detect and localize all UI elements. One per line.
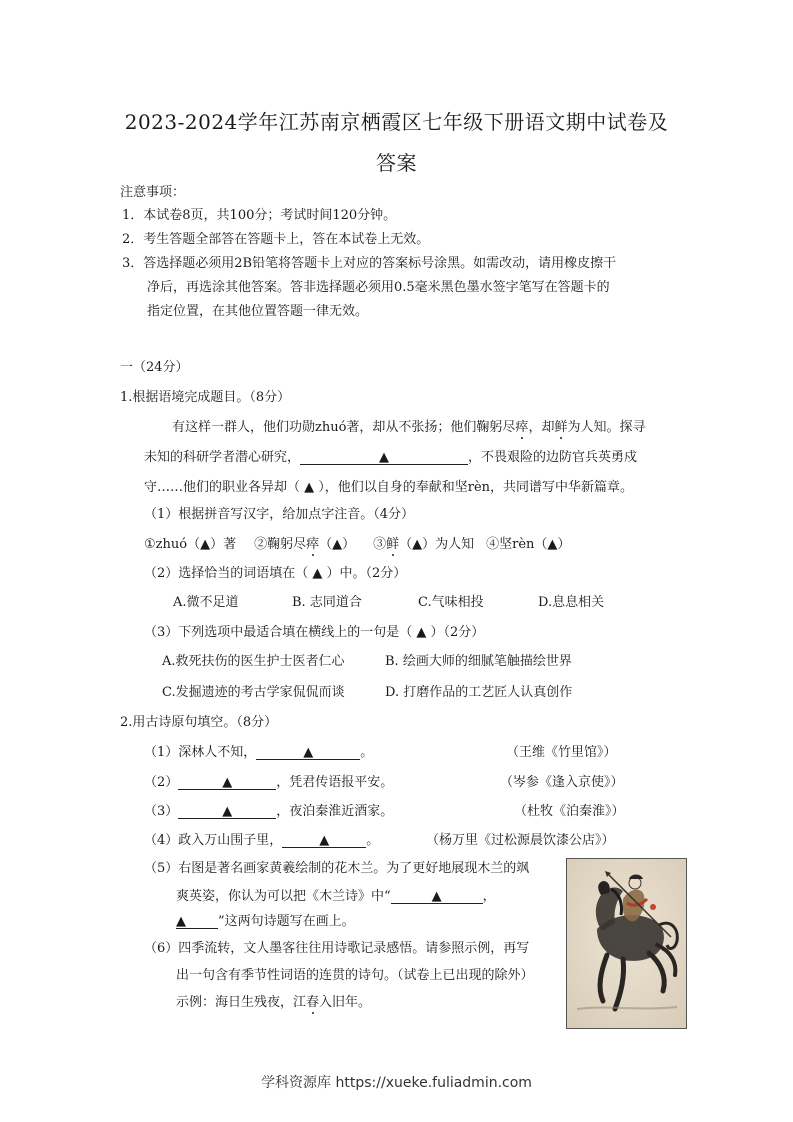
q1-passage-line3: 守……他们的职业各异却（ ▲ ），他们以自身的奉献和坚rèn，共同谱写中华新篇章。: [144, 480, 634, 495]
notice-item-1: 1．本试卷8页，共100分；考试时间120分钟。: [122, 208, 397, 223]
q1-heading: 1.根据语境完成题目。（8分）: [120, 390, 291, 405]
q1-passage-text: 有这样一群人，他们功勋zhuó著，却从不张扬；他们鞠躬尽: [172, 420, 516, 435]
mulan-painting-image: [567, 859, 686, 1028]
q1-passage-line1: [172, 421, 645, 434]
q1-sub3-option-d: D. 打磨作品的工艺匠人认真创作: [385, 685, 573, 700]
notice-item-2: 2．考生答题全部答在答题卡上，答在本试卷上无效。: [122, 232, 430, 247]
notice-item-3a: 3．答选择题必须用2B铅笔将答题卡上对应的答案标号涂黑。如需改动，请用橡皮擦干: [122, 256, 617, 271]
q1-sub1-item-d: ④坚rèn（▲）: [486, 537, 571, 552]
mulan-painting: [566, 858, 687, 1029]
dotted-char: 春: [306, 995, 320, 1010]
q1-passage-text: ，却: [528, 420, 555, 435]
dotted-char: 瘁: [515, 420, 529, 435]
q1-passage-text: ，不畏艰险的边防官兵英勇戍: [468, 450, 638, 465]
q1-sub1-heading: （1）根据拼音写汉字，给加点字注音。（4分）: [144, 507, 415, 522]
q1-sub3-option-c: C.发掘遗迹的考古学家侃侃而谈: [162, 685, 345, 700]
q2-line-6b: 出一句含有季节性词语的连贯的诗句。（试卷上已出现的除外）: [176, 968, 534, 983]
q2-source-1: （王维《竹里馆》）: [506, 745, 617, 760]
answer-blank[interactable]: ▲: [300, 451, 468, 465]
q1-sub3-heading: （3）下列选项中最适合填在横线上的一句是（ ▲ ）（2分）: [144, 625, 485, 640]
answer-blank[interactable]: ▲: [256, 746, 360, 760]
answer-blank[interactable]: ▲: [391, 890, 483, 904]
q2-line-3: （3） ▲ ，夜泊秦淮近酒家。: [144, 804, 394, 819]
q2-source-2: （岑参《逢入京使》）: [500, 775, 624, 790]
page-title-line2: 答案: [376, 151, 417, 175]
q1-sub1-item-a: ①zhuó（▲）著: [144, 537, 237, 552]
q2-line-5b: 爽英姿，你认为可以把《木兰诗》中“ ▲ ，: [176, 889, 496, 904]
q2-line-5c: ▲ ”这两句诗题写在画上。: [176, 914, 355, 929]
q1-passage-text: 为人知。探寻: [567, 420, 646, 435]
answer-blank[interactable]: ▲: [282, 834, 366, 848]
q1-passage-text: 未知的科研学者潜心研究，: [144, 450, 301, 465]
q2-source-3: （杜牧《泊秦淮》）: [514, 804, 625, 819]
notice-item-3c: 指定位置，在其他位置答题一律无效。: [147, 304, 369, 319]
dotted-char: 瘁: [306, 537, 320, 552]
q1-sub2-option-d: D.息息相关: [538, 595, 605, 610]
q1-sub1-item-c: ③鲜（▲）为人知: [373, 537, 475, 552]
q2-line-1: （1）深林人不知， ▲ 。: [144, 745, 374, 760]
q2-source-4: （杨万里《过松源晨饮漆公店》）: [426, 833, 615, 848]
dotted-char: 鲜: [554, 420, 568, 435]
q2-line-6c: 示例：海日生残夜，江春入旧年。: [176, 995, 372, 1010]
q1-sub1-item-b: ②鞠躬尽瘁（▲）: [254, 537, 356, 552]
q1-sub2-option-c: C.气味相投: [418, 595, 484, 610]
q2-line-6a: （6）四季流转，文人墨客往往用诗歌记录感悟。请参照示例，再写: [144, 941, 530, 956]
answer-blank[interactable]: ▲: [176, 915, 218, 929]
answer-blank[interactable]: ▲: [178, 805, 276, 819]
page-title-line1: 2023-2024学年江苏南京栖霞区七年级下册语文期中试卷及: [124, 110, 669, 134]
notice-item-3b: 净后，再选涂其他答案。答非选择题必须用0.5毫米黑色墨水签字笔写在答题卡的: [147, 280, 610, 295]
q2-heading: 2.用古诗原句填空。（8分）: [120, 715, 278, 730]
dotted-char: 鲜: [386, 537, 400, 552]
q1-sub2-option-a: A.微不足道: [173, 595, 239, 610]
q2-line-4: （4）政入万山围子里， ▲ 。: [144, 833, 380, 848]
q2-line-2: （2） ▲ ，凭君传语报平安。: [144, 775, 394, 790]
notice-heading: 注意事项：: [120, 185, 186, 200]
q1-sub2-option-b: B. 志同道合: [292, 595, 362, 610]
q1-sub3-option-b: B. 绘画大师的细腻笔触描绘世界: [385, 654, 572, 669]
section-heading: 一（24分）: [120, 360, 189, 375]
q1-sub2-heading: （2）选择恰当的词语填在（ ▲ ）中。（2分）: [144, 566, 407, 581]
q1-passage-line2: [144, 451, 637, 465]
q1-sub3-option-a: A.救死扶伤的医生护士医者仁心: [162, 654, 345, 669]
footer-watermark: 学科资源库 https://xueke.fuliadmin.com: [261, 1075, 532, 1091]
q2-line-5a: （5）右图是著名画家黄羲绘制的花木兰。为了更好地展现木兰的飒: [144, 861, 530, 876]
q1-sub1-items: [144, 538, 570, 551]
answer-blank[interactable]: ▲: [178, 776, 276, 790]
